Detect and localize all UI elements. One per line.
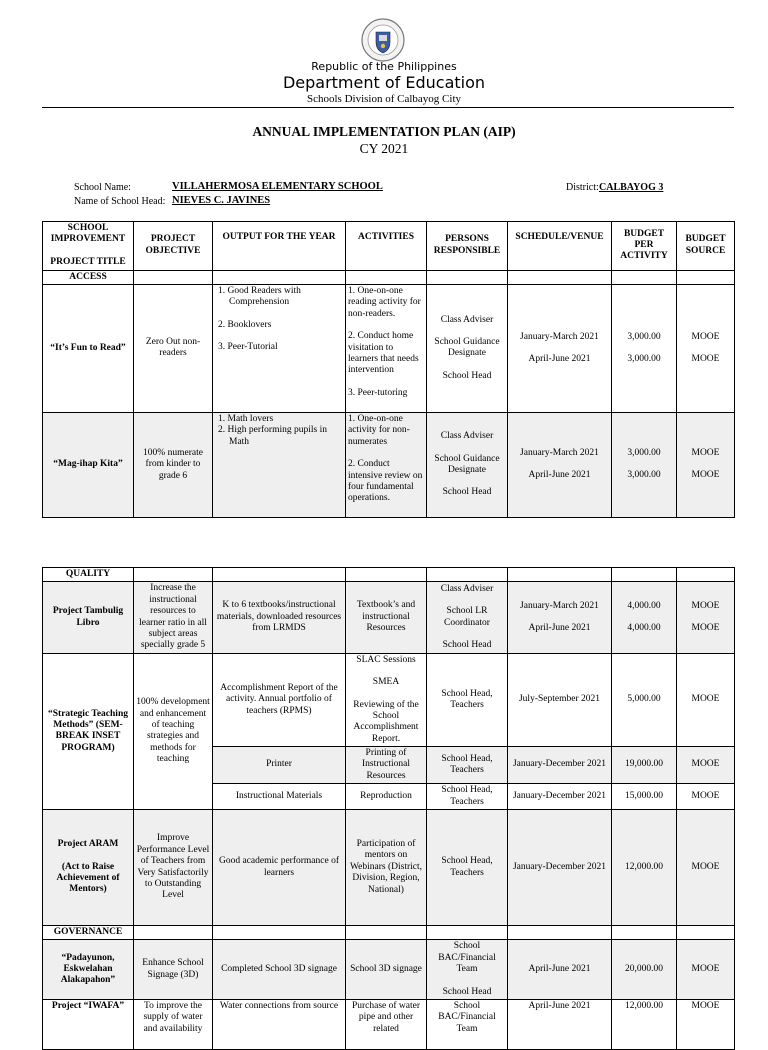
activity: Textbook’s and instructional Resources <box>346 582 427 653</box>
budget-source: MOOE MOOE <box>677 582 735 653</box>
schedule: January-March 2021 April-June 2021 <box>508 412 612 517</box>
project-title: “Padayunon, Eskwelahan Alakapahon” <box>43 940 134 1000</box>
division-heading: Schools Division of Calbayog City <box>307 93 461 105</box>
output-list: 1. Good Readers with Comprehension 2. Booklovers 3. Peer-Tutorial <box>213 284 346 412</box>
schedule: April-June 2021 <box>508 940 612 1000</box>
budget-source: MOOE MOOE <box>677 284 735 412</box>
section-row-quality <box>43 568 735 582</box>
table-header-row <box>43 222 735 271</box>
persons-responsible: School Head, Teachers <box>427 653 508 746</box>
table-row <box>43 999 735 1049</box>
persons-responsible: School BAC/Financial Team School Head <box>427 940 508 1000</box>
table-row <box>43 940 735 1000</box>
project-title: Project Tambulig Libro <box>43 582 134 653</box>
schedule: January-March 2021 April-June 2021 <box>508 582 612 653</box>
output: K to 6 textbooks/instructional materials, downloaded resources from LRMDS <box>213 582 346 653</box>
table-row <box>43 284 735 412</box>
budget-source: MOOE <box>677 653 735 746</box>
table-row <box>43 810 735 926</box>
section-label: GOVERNANCE <box>43 926 134 940</box>
col-header-output: OUTPUT FOR THE YEAR <box>213 222 346 271</box>
schedule: January-December 2021 <box>508 747 612 784</box>
col-header-objective: PROJECT OBJECTIVE <box>134 222 213 271</box>
budget: 12,000.00 <box>612 999 677 1049</box>
activity: Participation of mentors on Webinars (District, Division, Region, National) <box>346 810 427 926</box>
project-title: “Strategic Teaching Methods” (SEM-BREAK INSET PROGRAM) <box>43 653 134 809</box>
project-title: Project “IWAFA” <box>43 999 134 1049</box>
activity-list: 1. One-on-one activity for non-numerates 2. Conduct intensive review on four fundamental operations. <box>346 412 427 517</box>
output-list: 1. Math lovers 2. High performing pupils in Math <box>213 412 346 517</box>
persons-responsible: School Head, Teachers <box>427 747 508 784</box>
deped-seal-icon <box>361 18 405 62</box>
schedule: January-March 2021 April-June 2021 <box>508 284 612 412</box>
budget: 3,000.00 3,000.00 <box>612 412 677 517</box>
project-objective: To improve the supply of water and availability <box>134 999 213 1049</box>
output: Accomplishment Report of the activity. Annual portfolio of teachers (RPMS) <box>213 653 346 746</box>
document-title: ANNUAL IMPLEMENTATION PLAN (AIP) <box>252 124 516 139</box>
budget: 12,000.00 <box>612 810 677 926</box>
project-objective: 100% numerate from kinder to grade 6 <box>134 412 213 517</box>
activity-list: 1. One-on-one reading activity for non-readers. 2. Conduct home visitation to learners that needs intervention 3. Peer-tutoring <box>346 284 427 412</box>
table-row <box>43 412 735 517</box>
school-name-value: VILLAHERMOSA ELEMENTARY SCHOOL <box>172 181 383 192</box>
persons-responsible: School Head, Teachers <box>427 810 508 926</box>
aip-table-access <box>42 221 735 518</box>
project-title: “Mag-ihap Kita” <box>43 412 134 517</box>
activity-list: SLAC Sessions SMEA Reviewing of the School Accomplishment Report. <box>346 653 427 746</box>
school-name-label: School Name: <box>74 182 131 193</box>
school-head-label: Name of School Head: <box>74 196 166 207</box>
section-label: ACCESS <box>43 270 134 284</box>
schedule: January-December 2021 <box>508 784 612 810</box>
col-header-project-title: SCHOOL IMPROVEMENT PROJECT TITLE <box>43 222 134 271</box>
persons-responsible: School Head, Teachers <box>427 784 508 810</box>
section-row-access <box>43 270 735 284</box>
budget: 15,000.00 <box>612 784 677 810</box>
table-row <box>43 653 735 746</box>
budget: 19,000.00 <box>612 747 677 784</box>
project-objective: Enhance School Signage (3D) <box>134 940 213 1000</box>
project-objective: 100% development and enhancement of teaching strategies and methods for teaching <box>134 653 213 809</box>
output: Instructional Materials <box>213 784 346 810</box>
district-value: CALBAYOG 3 <box>599 182 664 193</box>
persons-responsible: Class Adviser School Guidance Designate School Head <box>427 412 508 517</box>
col-header-persons: PERSONS RESPONSIBLE <box>427 222 508 271</box>
budget-source: MOOE <box>677 999 735 1049</box>
budget-source: MOOE MOOE <box>677 412 735 517</box>
project-objective: Increase the instructional resources to learner ratio in all subject areas specially grade 5 <box>134 582 213 653</box>
project-objective: Zero Out non-readers <box>134 284 213 412</box>
document-year: CY 2021 <box>359 141 409 156</box>
col-header-activities: ACTIVITIES <box>346 222 427 271</box>
col-header-budget: BUDGET PER ACTIVITY <box>612 222 677 271</box>
activity: School 3D signage <box>346 940 427 1000</box>
output: Printer <box>213 747 346 784</box>
header-divider <box>42 107 734 108</box>
activity: Reproduction <box>346 784 427 810</box>
col-header-source: BUDGET SOURCE <box>677 222 735 271</box>
school-head-value: NIEVES C. JAVINES <box>172 195 271 206</box>
budget: 20,000.00 <box>612 940 677 1000</box>
district-label: District: <box>566 182 599 193</box>
schedule: January-December 2021 <box>508 810 612 926</box>
project-title: Project ARAM (Act to Raise Achievement of Mentors) <box>43 810 134 926</box>
budget: 4,000.00 4,000.00 <box>612 582 677 653</box>
project-objective: Improve Performance Level of Teachers from Very Satisfactorily to Outstanding Level <box>134 810 213 926</box>
section-label: QUALITY <box>43 568 134 582</box>
budget-source: MOOE <box>677 940 735 1000</box>
activity: Purchase of water pipe and other related <box>346 999 427 1049</box>
output: Completed School 3D signage <box>213 940 346 1000</box>
aip-table-quality-governance <box>42 567 735 1050</box>
persons-responsible: Class Adviser School Guidance Designate School Head <box>427 284 508 412</box>
budget: 3,000.00 3,000.00 <box>612 284 677 412</box>
activity: Printing of Instructional Resources <box>346 747 427 784</box>
output: Water connections from source <box>213 999 346 1049</box>
budget-source: MOOE <box>677 784 735 810</box>
col-header-schedule: SCHEDULE/VENUE <box>508 222 612 271</box>
project-title: “It’s Fun to Read” <box>43 284 134 412</box>
department-heading: Department of Education <box>282 73 486 92</box>
republic-heading: Republic of the Philippines <box>311 60 457 73</box>
budget-source: MOOE <box>677 810 735 926</box>
schedule: July-September 2021 <box>508 653 612 746</box>
persons-responsible: Class Adviser School LR Coordinator School Head <box>427 582 508 653</box>
section-row-governance <box>43 926 735 940</box>
table-row <box>43 582 735 653</box>
persons-responsible: School BAC/Financial Team <box>427 999 508 1049</box>
budget-source: MOOE <box>677 747 735 784</box>
output: Good academic performance of learners <box>213 810 346 926</box>
budget: 5,000.00 <box>612 653 677 746</box>
schedule: April-June 2021 <box>508 999 612 1049</box>
